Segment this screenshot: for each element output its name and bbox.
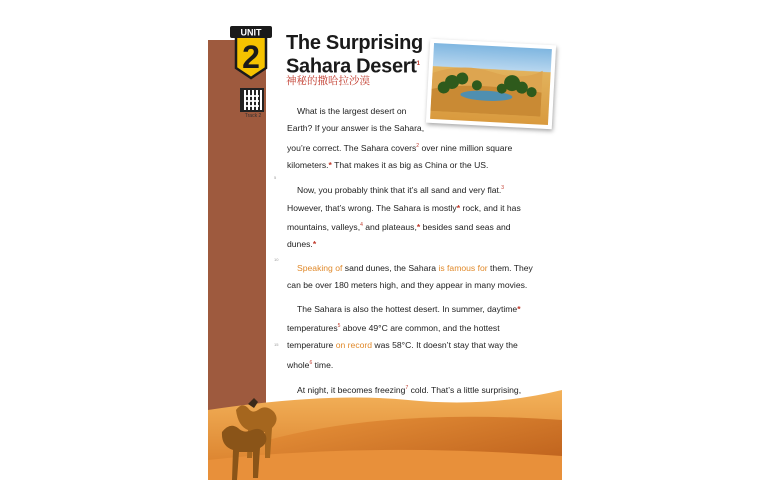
p1-text-c: you’re correct. The Sahara covers (287, 142, 417, 153)
p2-text-c: rock, and it has (460, 202, 521, 213)
p4-text-a: The Sahara is also the hottest desert. In summer, daytime (297, 303, 518, 314)
title-footnote: 1 (416, 61, 420, 67)
vocab-asterisk[interactable]: * (456, 202, 461, 213)
footnote-marker[interactable]: 4 (360, 222, 363, 229)
vocab-asterisk[interactable]: * (517, 303, 521, 314)
p3-text-c: can be over 180 meters high, and they appear in many movies. (287, 280, 528, 291)
footnote-marker[interactable]: 2 (416, 142, 420, 149)
paragraph-1 (287, 103, 533, 174)
footnote-marker[interactable]: 7 (405, 384, 409, 391)
vocab-asterisk[interactable]: * (312, 239, 317, 250)
unit-label: UNIT (240, 27, 262, 38)
p3-text-b: them. They (487, 262, 533, 273)
p2-text-d: mountains, valleys, (287, 222, 361, 233)
line-number-5: 5 (274, 175, 277, 180)
p4-text-c: above 49°C are common, and the hottest (340, 322, 500, 333)
title-line-2: Sahara Desert (286, 55, 417, 78)
unit-badge (228, 24, 274, 82)
p4-text-d: temperature (287, 340, 336, 351)
p2-text-g: dunes. (287, 239, 313, 250)
title-chinese: 神秘的撒哈拉沙漠 (286, 75, 370, 87)
paragraph-4 (287, 301, 533, 374)
footnote-marker[interactable]: 6 (309, 359, 313, 366)
p4-text-g: time. (312, 359, 334, 370)
phrase-highlight[interactable]: Speaking of (297, 262, 343, 273)
p1-text-a: What is the largest desert on (297, 106, 407, 116)
p3-text-a: sand dunes, the Sahara (342, 262, 439, 273)
line-number-10: 10 (274, 257, 279, 262)
title-line-1: The Surprising (286, 32, 423, 54)
p1-text-b: Earth? If your answer is the Sahara, (287, 123, 425, 134)
paragraph-3 (287, 260, 533, 295)
unit-number: 2 (242, 39, 260, 75)
track-label: Track 2 (244, 113, 262, 119)
line-number-15: 15 (274, 342, 279, 347)
phrase-highlight[interactable]: on record (335, 340, 373, 351)
p2-text-f: besides sand seas and (420, 222, 511, 233)
p4-text-e: was 58°C. It doesn’t stay that way the (372, 340, 518, 351)
footnote-marker[interactable]: 3 (501, 185, 505, 192)
qr-code-icon[interactable] (240, 88, 264, 112)
desert-dunes-illustration (208, 380, 562, 480)
paragraph-2 (287, 180, 533, 253)
p5-text-b: cold. That’s a little surprising, (408, 384, 522, 395)
p4-text-f: whole (287, 359, 310, 370)
p1-text-e: kilometers. (287, 160, 329, 171)
p5-text-a: At night, it becomes freezing (297, 384, 406, 395)
p2-text-e: and plateaus, (362, 222, 417, 233)
p1-text-f: That makes it as big as China or the US. (331, 160, 489, 171)
page-title (286, 33, 423, 78)
p2-text-b: However, that’s wrong. The Sahara is mostly (287, 202, 457, 213)
vocab-asterisk[interactable]: * (416, 222, 421, 233)
footnote-marker[interactable]: 5 (337, 323, 341, 330)
p2-text-a: Now, you probably think that it’s all sand and very flat. (297, 185, 502, 196)
phrase-highlight[interactable]: is famous for (438, 262, 488, 273)
p4-text-b: temperatures (287, 322, 338, 333)
vocab-asterisk[interactable]: * (328, 160, 332, 171)
p1-text-d: over nine million square (419, 142, 513, 153)
